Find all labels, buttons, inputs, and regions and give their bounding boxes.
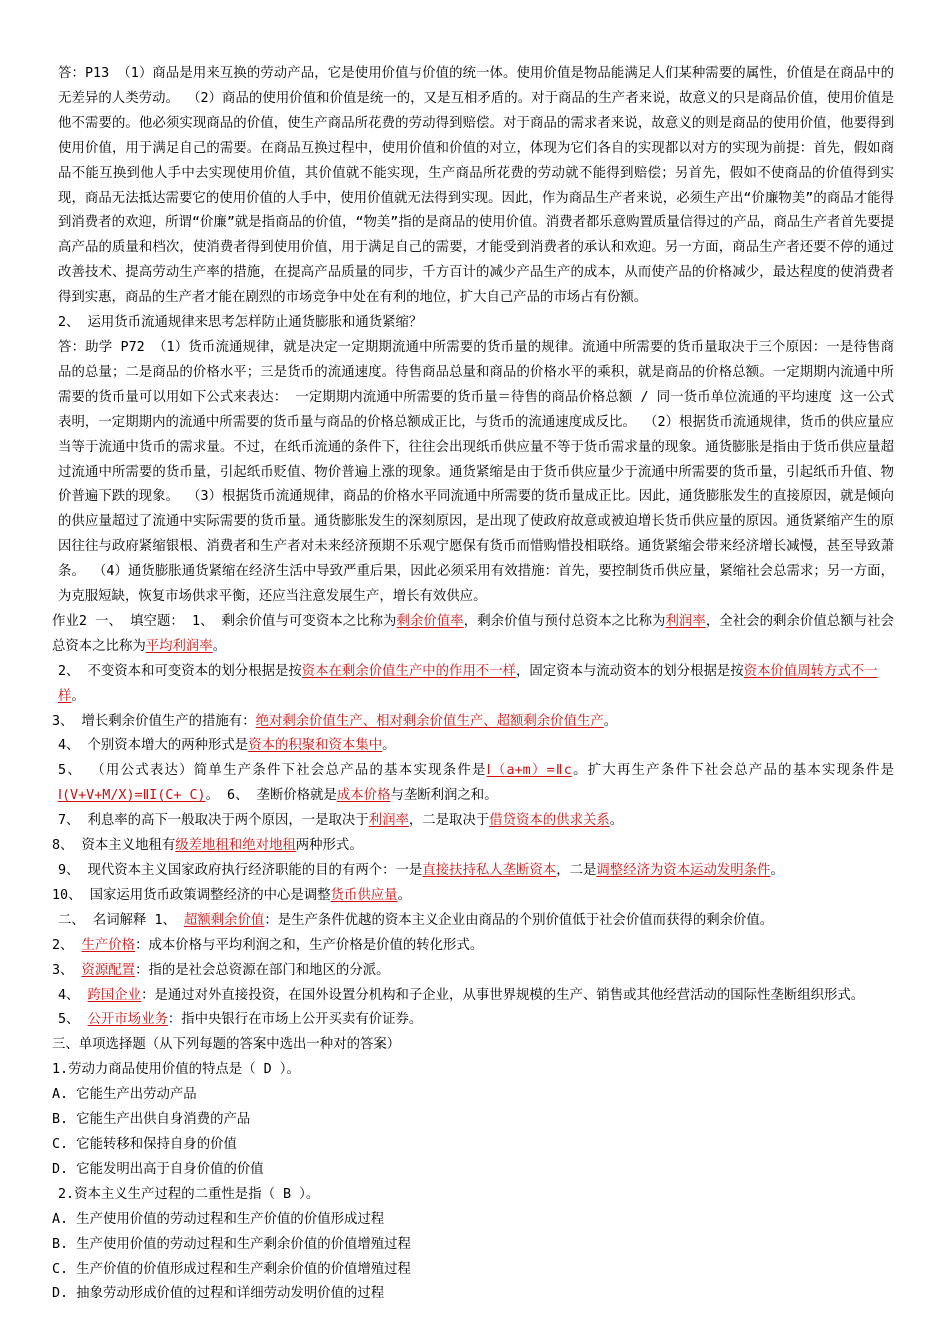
answer-blank: 平均利润率 [145, 638, 213, 654]
mc-option: B. 生产使用价值的劳动过程和生产剩余价值的价值增殖过程 [52, 1236, 411, 1252]
answer-blank: 资本价值周转方式不一样 [58, 663, 878, 704]
term-name: 资源配置 [81, 962, 136, 978]
fill-item-7: 7、 利息率的高下一般取决于两个原因，一是取决于利润率，二是取决于借贷资本的供求关系。 [58, 813, 624, 829]
fill-item-10: 10、 国家运用货币政策调整经济的中心是调整货币供应量。 [52, 887, 411, 903]
term-name: 公开市场业务 [87, 1012, 168, 1028]
mc-option: D. 抽象劳动形成价值的过程和详细劳动发明价值的过程 [52, 1286, 385, 1302]
mc-question-2: 2.资本主义生产过程的二重性是指（ B ）。 [58, 1186, 320, 1202]
term-name: 生产价格 [81, 937, 136, 953]
answer-blank: Ⅰ（a+m）=Ⅱc [486, 763, 572, 779]
fill-item-2: 2、 不变资本和可变资本的划分根据是按资本在剩余价值生产中的作用不一样，固定资本与流动资本的划分根据是按资本价值周转方式不一样。 [58, 663, 878, 704]
answer-blank: 成本价格 [336, 788, 391, 804]
mc-option: C. 生产价值的价值形成过程和生产剩余价值的价值增殖过程 [52, 1261, 411, 1277]
fill-item-3: 3、 增长剩余价值生产的措施有：绝对剩余价值生产、相对剩余价值生产、超额剩余价值生产。 [52, 713, 618, 729]
term-1: 二、 名词解释 1、 超额剩余价值：是生产条件优越的资本主义企业由商品的个别价值低于社会价值而获得的剩余价值。 [58, 912, 774, 928]
term-name: 超额剩余价值 [183, 912, 265, 928]
fill-item-9: 9、 现代资本主义国家政府执行经济职能的目的有两个：一是直接扶持私人垄断资本，二是调整经济为资本运动发明条件。 [58, 863, 784, 878]
answer-2-paragraph: 答：助学 P72 （1）货币流通规律，就是决定一定期期流通中所需要的货币量的规律。流通中所需要的货币量取决于三个原因：一是待售商品的总量；二是商品的价格水平；三是货币的流通速度。待售商品总量和商品的价格水平的乘积，就是商品的价格总额。一定期期内流通中所需要的货币量可以用如下公式来表达： 一定期期内流通中所需要的货币量＝待售的商品价格总额 / 同一货币单位流通的平均速度 这一公式表明，一定期期内的流通中所需要的货币量与商品的价格总额成正比，与货币的流通速度成反比。 （2）根据货币流通规律，货币的供应量应当等于流通中货币的需求量。不过，在纸币流通的条件下，往往会出现纸币供应量不等于货币需求量的现象。通货膨胀是指由于货币供应量超过流通中所需要的货币量，引起纸币贬值、物价普遍上涨的现象。通货紧缩是由于货币供应量少于流通中所需要的货币量，引起纸币升值、物价普遍下跌的现象。 （3）根据货币流通规律，商品的价格水平同流通中所需要的货币量成正比。因此，通货膨胀发生的直接原因，就是倾向的供应量超过了流通中实际需要的货币量。通货膨胀发生的深刻原因，是出现了使政府故意或被迫增长货币供应量的原因。通货紧缩产生的原因往往与政府紧缩银根、消费者和生产者对未来经济预期不乐观宁愿保有货币而惜购惜投相联络。通货紧缩会带来经济增长减慢，甚至导致萧条。 （4）通货膨胀通货紧缩在经济生活中导致严重后果，因此必须采用有效措施：首先，要控制货币供应量，紧缩社会总需求；另一方面，为克服短缺，恢复市场供求平衡，还应当注意发展生产，增长有效供应。 [58, 339, 894, 605]
term-4: 4、 跨国企业：是通过对外直接投资，在国外设置分机构和子企业，从事世界规模的生产、销售或其他经营活动的国际性垄断组织形式。 [58, 987, 865, 1003]
term-name: 跨国企业 [87, 987, 142, 1003]
answer-blank: 利润率 [665, 613, 706, 629]
section-heading: 三、单项选择题（从下列每题的答案中选出一种对的答案） [52, 1037, 401, 1053]
term-3: 3、 资源配置：指的是社会总资源在部门和地区的分派。 [52, 962, 390, 978]
answer-blank: 货币供应量 [330, 887, 398, 903]
fill-item-8: 8、 资本主义地租有级差地租和绝对地租两种形式。 [52, 838, 363, 854]
mc-option: D. 它能发明出高于自身价值的价值 [52, 1161, 264, 1177]
multiple-choice-section [52, 1033, 894, 1307]
fill-in-section [52, 610, 894, 909]
document-page [52, 62, 894, 1307]
answer-blank: 资本在剩余价值生产中的作用不一样 [301, 663, 517, 679]
answer-blank: 剩余价值率 [396, 613, 464, 629]
terms-section [52, 909, 894, 1034]
fill-item-1: 作业2 一、 填空题： 1、 剩余价值与可变资本之比称为剩余价值率，剩余价值与预付总资本之比称为利润率，全社会的剩余价值总额与社会总资本之比称为平均利润率。 [52, 613, 895, 654]
term-5: 5、 公开市场业务：指中央银行在市场上公开买卖有价证券。 [58, 1012, 423, 1028]
mc-option: A. 生产使用价值的劳动过程和生产价值的价值形成过程 [52, 1211, 385, 1227]
answer-blank: 级差地租和绝对地租 [175, 838, 296, 854]
answer-blank: 利润率 [368, 813, 409, 829]
mc-option: B. 它能生产出供自身消费的产品 [52, 1112, 251, 1128]
answer-blank: 直接扶持私人垄断资本 [422, 863, 557, 878]
answer-blank: 绝对剩余价值生产、相对剩余价值生产、超额剩余价值生产 [255, 713, 604, 729]
fill-item-5-6: 5、 （用公式表达）简单生产条件下社会总产品的基本实现条件是Ⅰ（a+m）=Ⅱc。扩大再生产条件下社会总产品的基本实现条件是Ⅰ(V+V+M/X)=ⅡI(C+ C)。 6、 垄断价格就是成本价格与垄断利润之和。 [58, 763, 894, 804]
answer-blank: 资本的积聚和资本集中 [248, 738, 383, 754]
answer-blank: Ⅰ(V+V+M/X)=ⅡI(C+ C) [58, 788, 206, 804]
answer-blank: 调整经济为资本运动发明条件 [596, 863, 771, 878]
mc-option: A. 它能生产出劳动产品 [52, 1087, 197, 1103]
mc-option: C. 它能转移和保持自身的价值 [52, 1136, 237, 1152]
answer-1-paragraph: 答：P13 （1）商品是用来互换的劳动产品，它是使用价值与价值的统一体。使用价值是物品能满足人们某种需要的属性，价值是在商品中的无差异的人类劳动。 （2）商品的使用价值和价值是统一的，又是互相矛盾的。对于商品的生产者来说，故意义的只是商品价值，使用价值是他不需要的。他必须实现商品的价值，使生产商品所花费的劳动得到赔偿。对于商品的需求者来说，故意义的则是商品的使用价值，他要得到使用价值，用于满足自己的需要。在商品互换过程中，使用价值和价值的对立，体现为它们各自的实现都以对方的实现为前提：首先，假如商品不能互换到他人手中去实现使用价值，其价值就不能实现，生产商品所花费的劳动就不能得到赔偿；另首先，假如不使商品的价值得到实现，商品无法抵达需要它的使用价值的人手中，使用价值就无法得到实现。因此，作为商品生产者来说，必须生产出“价廉物美”的商品才能得到消费者的欢迎，所谓“价廉”就是指商品的价值，“物美”指的是商品的使用价值。消费者都乐意购置质量信得过的产品，商品生产者首先要提高产品的质量和档次，使消费者得到使用价值，用于满足自己的需要，才能受到消费者的承认和欢迎。另一方面，商品生产者还要不停的通过改善技术、提高劳动生产率的措施，在提高产品质量的同步，千方百计的减少产品生产的成本，从而使产品的价格减少，最达程度的使消费者得到实惠，商品的生产者才能在剧烈的市场竞争中处在有利的地位，扩大自己产品的市场占有份额。 [58, 66, 894, 306]
term-2: 2、 生产价格：成本价格与平均利润之和，生产价格是价值的转化形式。 [52, 937, 484, 953]
fill-item-4: 4、 个别资本增大的两种形式是资本的积聚和资本集中。 [58, 738, 396, 754]
answer-blank: 借贷资本的供求关系 [489, 813, 610, 829]
question-2: 2、 运用货币流通规律来思考怎样防止通货膨胀和通货紧缩？ [58, 315, 423, 331]
mc-question-1: 1.劳动力商品使用价值的特点是（ D ）。 [52, 1062, 300, 1078]
